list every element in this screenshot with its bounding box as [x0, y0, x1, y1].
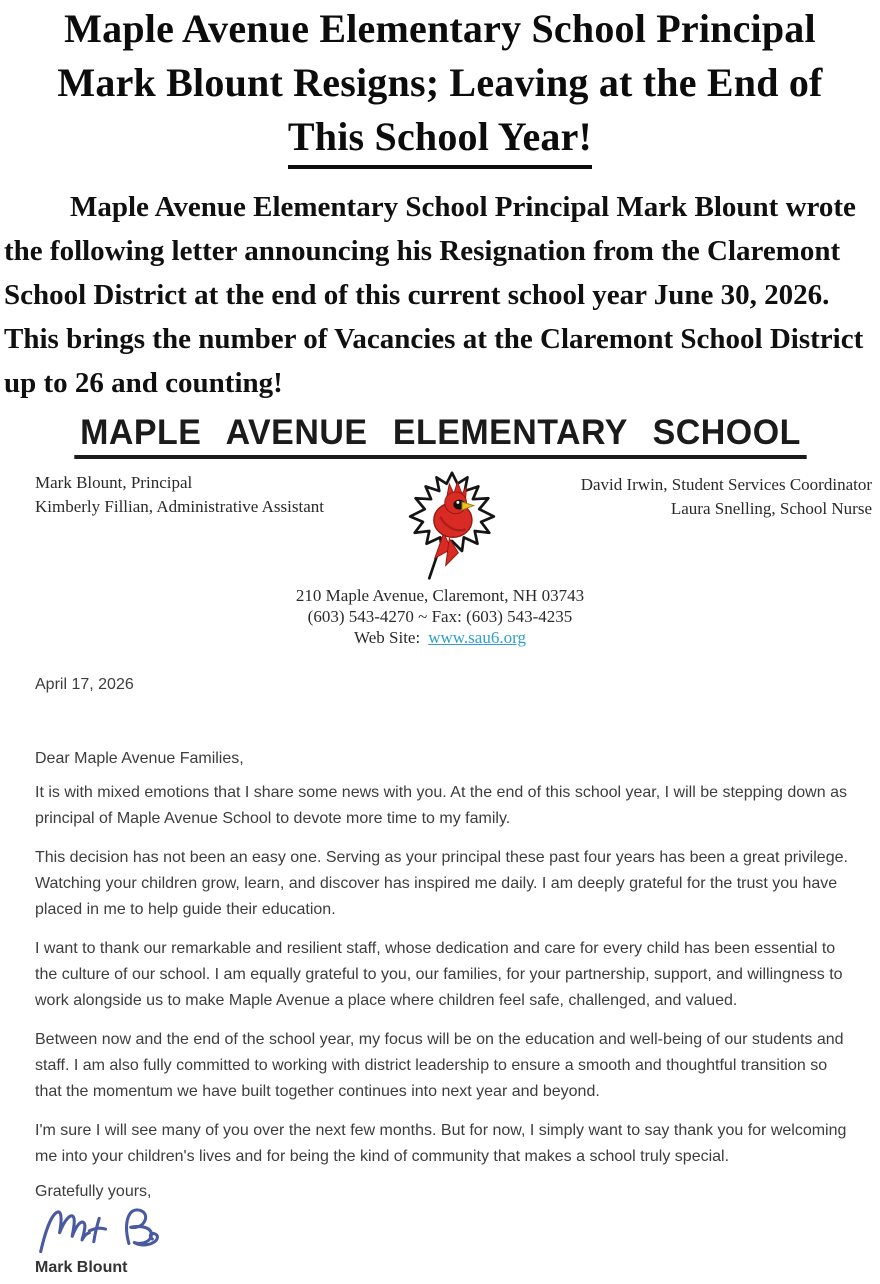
- handwritten-signature: [28, 1203, 880, 1257]
- letter-paragraph-4: Between now and the end of the school year, my focus will be on the education and well-being of our students and staff. I am also fully committed to working with district leadership to ensure a smooth and thoughtful transition so that the momentum we have built together continues into next year and beyond.: [35, 1031, 848, 1100]
- letter-closing: Gratefully yours,: [35, 1183, 152, 1200]
- headline-line-1: Maple Avenue Elementary School Principal: [64, 6, 816, 51]
- letter-body: [35, 780, 855, 1170]
- staff-services-coordinator: David Irwin, Student Services Coordinator: [580, 475, 872, 494]
- school-name-title: MAPLE AVENUE ELEMENTARY SCHOOL: [74, 413, 806, 459]
- letter-paragraph-2: This decision has not been an easy one. Serving as your principal these past four years has been a great privilege. Watching your children grow, learn, and discover has inspired me daily. I am deeply grateful for the trust you have placed in me to help guide their education.: [35, 849, 853, 918]
- letter-paragraph-5: I'm sure I will see many of you over the next few months. But for now, I simply want to say thank you for welcoming me into your children's lives and for being the kind of community that makes a school truly special.: [35, 1122, 851, 1165]
- letter-salutation: Dear Maple Avenue Families,: [35, 750, 244, 767]
- address-street: 210 Maple Avenue, Claremont, NH 03743: [295, 586, 585, 605]
- address-website-line: [0, 627, 880, 648]
- letterhead-staff-row: [0, 467, 880, 579]
- staff-principal: Mark Blount, Principal: [35, 473, 193, 492]
- headline-line-3: [0, 110, 880, 169]
- website-label: Web Site:: [354, 628, 421, 647]
- cardinal-maple-leaf-logo-icon: [402, 467, 502, 585]
- headline-line-2: Mark Blount Resigns; Leaving at the End of: [57, 60, 823, 105]
- staff-left-column: [35, 471, 324, 519]
- letter-paragraph-3: I want to thank our remarkable and resilient staff, whose dedication and care for every child has been essential to the culture of our school. I am equally grateful to you, our families, for your partnership, support, and willingness to work alongside us to make Maple Avenue a place where children feel safe, challenged, and valued.: [35, 940, 847, 1009]
- letter-paragraph-1: It is with mixed emotions that I share some news with you. At the end of this school year, I will be stepping down as principal of Maple Avenue School to devote more time to my family.: [35, 784, 852, 827]
- headline-underlined-text: This School Year!: [288, 110, 592, 169]
- staff-right-column: [581, 473, 872, 521]
- staff-admin-assistant: Kimberly Fillian, Administrative Assistant: [35, 497, 324, 516]
- article-intro-paragraph: Maple Avenue Elementary School Principal Mark Blount wrote the following letter announcing his Resignation from the Claremont School District at the end of this current school year June 30, 2026. This brings the number of Vacancies at the Claremont School District up to 26 and counting!: [4, 191, 871, 399]
- signature-printed-name: Mark Blount: [35, 1259, 128, 1276]
- website-link[interactable]: www.sau6.org: [428, 628, 526, 647]
- staff-school-nurse: Laura Snelling, School Nurse: [670, 499, 872, 518]
- article-headline: [0, 0, 880, 169]
- letterhead-address: [0, 585, 880, 648]
- letter-date: April 17, 2026: [35, 676, 134, 693]
- address-phone-fax: (603) 543-4270 ~ Fax: (603) 543-4235: [307, 607, 573, 626]
- letterhead: [0, 413, 880, 459]
